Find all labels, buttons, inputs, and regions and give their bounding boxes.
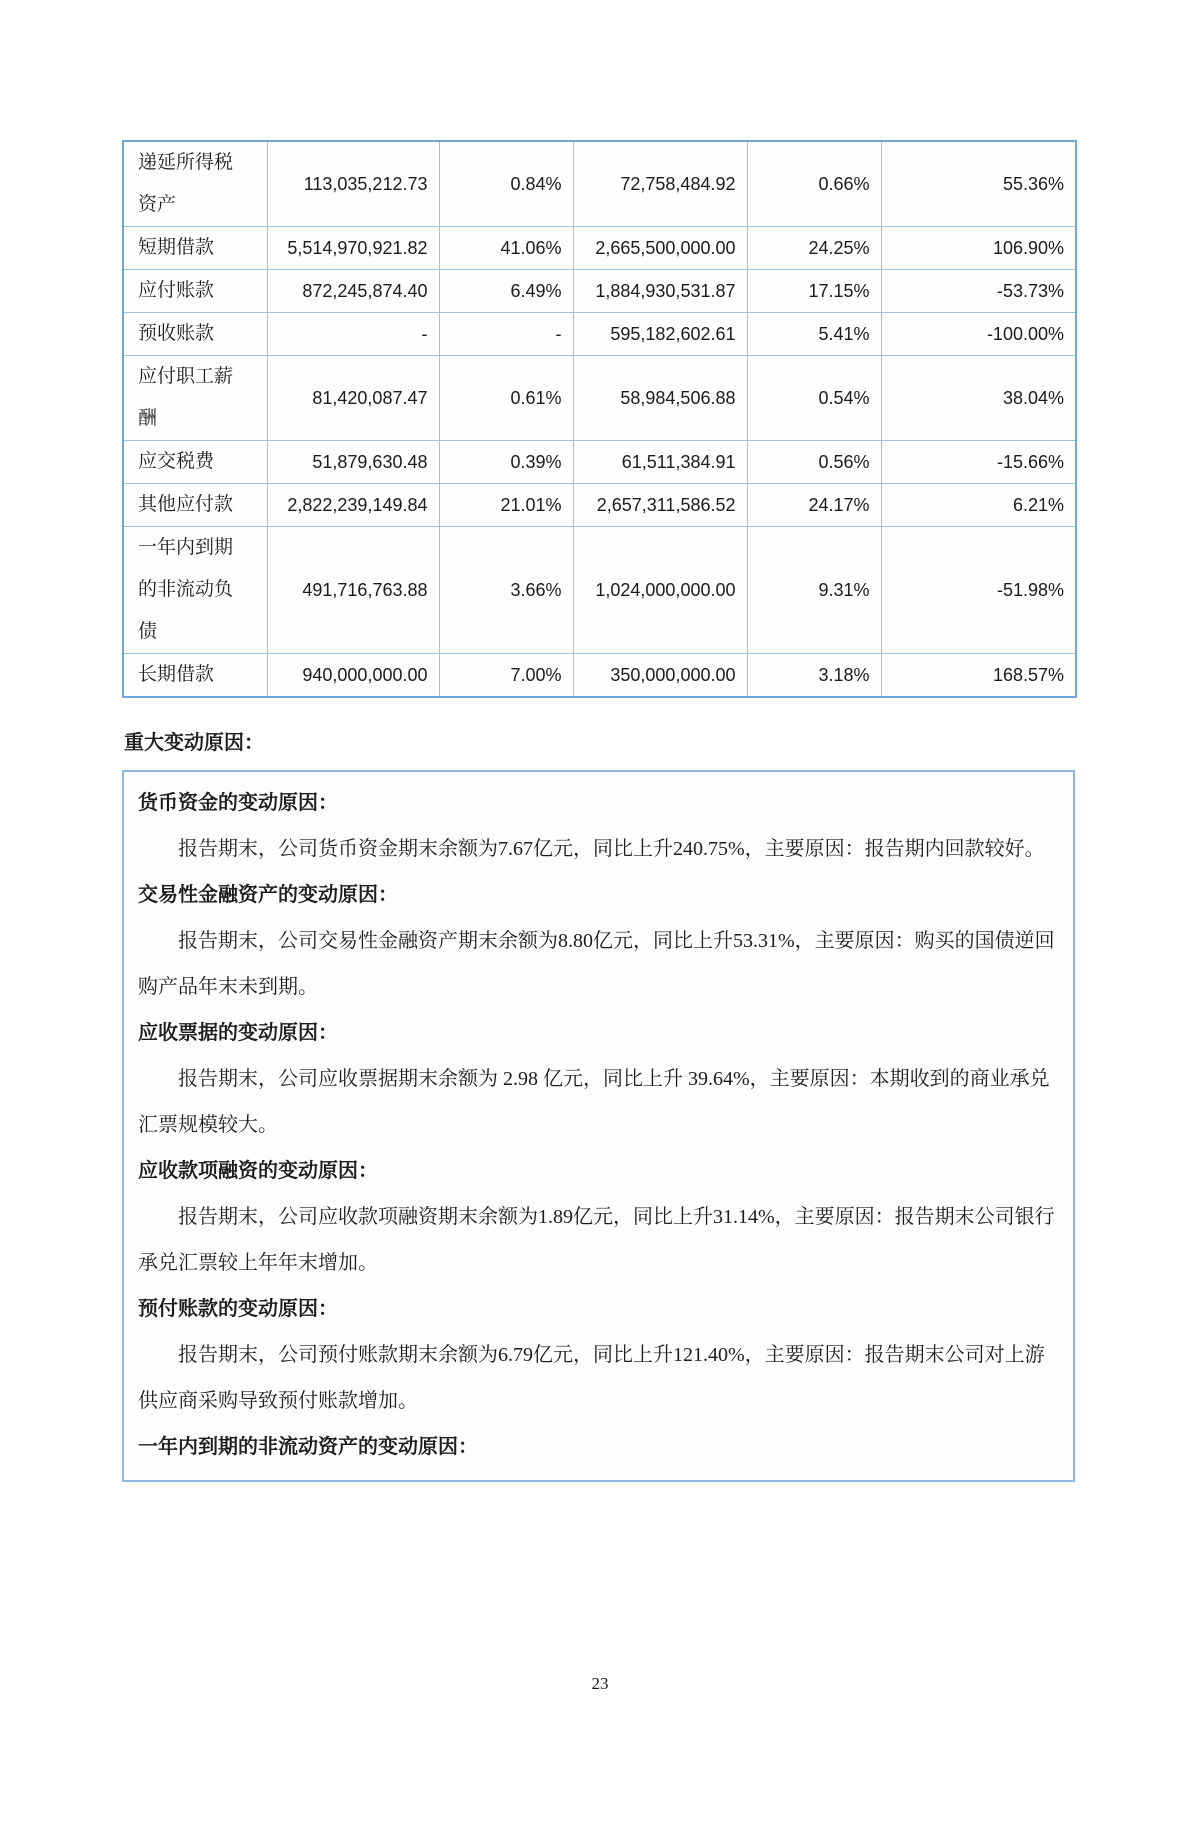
row-value: 6.21% bbox=[881, 484, 1076, 527]
row-value: 61,511,384.91 bbox=[573, 441, 747, 484]
row-value: 113,035,212.73 bbox=[267, 141, 439, 227]
row-value: 21.01% bbox=[439, 484, 573, 527]
row-label: 预收账款 bbox=[123, 313, 267, 356]
reason-title: 应收款项融资的变动原因： bbox=[138, 1160, 378, 1182]
table-row bbox=[123, 313, 1076, 356]
row-value: 0.56% bbox=[747, 441, 881, 484]
major-change-reasons-heading: 重大变动原因： bbox=[124, 732, 264, 754]
report-page bbox=[0, 140, 1200, 1836]
row-label: 短期借款 bbox=[123, 227, 267, 270]
row-value: 872,245,874.40 bbox=[267, 270, 439, 313]
row-value: 0.61% bbox=[439, 356, 573, 441]
row-label: 其他应付款 bbox=[123, 484, 267, 527]
row-value: 3.18% bbox=[747, 654, 881, 698]
row-value: -15.66% bbox=[881, 441, 1076, 484]
page-number: 23 bbox=[591, 1674, 609, 1693]
row-value: 940,000,000.00 bbox=[267, 654, 439, 698]
reason-title: 货币资金的变动原因： bbox=[138, 792, 338, 814]
row-value: 0.66% bbox=[747, 141, 881, 227]
row-value: 0.84% bbox=[439, 141, 573, 227]
row-value: 1,884,930,531.87 bbox=[573, 270, 747, 313]
table-row bbox=[123, 270, 1076, 313]
table-row bbox=[123, 527, 1076, 654]
table-row bbox=[123, 227, 1076, 270]
table-row bbox=[123, 141, 1076, 227]
row-value: -51.98% bbox=[881, 527, 1076, 654]
row-value: 0.54% bbox=[747, 356, 881, 441]
financial-changes-table bbox=[122, 140, 1077, 698]
row-value: 58,984,506.88 bbox=[573, 356, 747, 441]
reason-paragraph: 报告期末，公司应收款项融资期末余额为1.89亿元，同比上升31.14%，主要原因：报告期末公司银行承兑汇票较上年年末增加。 bbox=[138, 1206, 1055, 1274]
row-value: 38.04% bbox=[881, 356, 1076, 441]
reason-paragraph: 报告期末，公司应收票据期末余额为 2.98 亿元，同比上升 39.64%，主要原因：本期收到的商业承兑汇票规模较大。 bbox=[138, 1068, 1050, 1136]
financial-table-body bbox=[123, 141, 1076, 697]
row-value: 0.39% bbox=[439, 441, 573, 484]
row-value: 168.57% bbox=[881, 654, 1076, 698]
row-value: 24.25% bbox=[747, 227, 881, 270]
reason-paragraph: 报告期末，公司货币资金期末余额为7.67亿元，同比上升240.75%，主要原因：报告期内回款较好。 bbox=[178, 838, 1045, 860]
row-value: 55.36% bbox=[881, 141, 1076, 227]
table-row bbox=[123, 356, 1076, 441]
row-value: 491,716,763.88 bbox=[267, 527, 439, 654]
page-content bbox=[122, 140, 1075, 1482]
row-value: 2,657,311,586.52 bbox=[573, 484, 747, 527]
row-value: 9.31% bbox=[747, 527, 881, 654]
row-label: 长期借款 bbox=[123, 654, 267, 698]
row-label: 应交税费 bbox=[123, 441, 267, 484]
row-value: 595,182,602.61 bbox=[573, 313, 747, 356]
row-value: 5,514,970,921.82 bbox=[267, 227, 439, 270]
row-value: 17.15% bbox=[747, 270, 881, 313]
row-value: 41.06% bbox=[439, 227, 573, 270]
row-value: -100.00% bbox=[881, 313, 1076, 356]
reason-title: 一年内到期的非流动资产的变动原因： bbox=[138, 1436, 478, 1458]
reason-title: 交易性金融资产的变动原因： bbox=[138, 884, 398, 906]
row-value: 1,024,000,000.00 bbox=[573, 527, 747, 654]
row-value: 51,879,630.48 bbox=[267, 441, 439, 484]
row-value: 350,000,000.00 bbox=[573, 654, 747, 698]
row-label: 递延所得税资产 bbox=[123, 141, 267, 227]
reasons-box bbox=[122, 770, 1075, 1482]
reason-title: 应收票据的变动原因： bbox=[138, 1022, 338, 1044]
row-value: 3.66% bbox=[439, 527, 573, 654]
row-value: 81,420,087.47 bbox=[267, 356, 439, 441]
row-value: - bbox=[267, 313, 439, 356]
row-value: - bbox=[439, 313, 573, 356]
row-value: 5.41% bbox=[747, 313, 881, 356]
row-value: 24.17% bbox=[747, 484, 881, 527]
row-value: 72,758,484.92 bbox=[573, 141, 747, 227]
row-label: 应付职工薪酬 bbox=[123, 356, 267, 441]
reason-paragraph: 报告期末，公司交易性金融资产期末余额为8.80亿元，同比上升53.31%，主要原因：购买的国债逆回购产品年末未到期。 bbox=[138, 930, 1055, 998]
reason-paragraph: 报告期末，公司预付账款期末余额为6.79亿元，同比上升121.40%，主要原因：报告期末公司对上游供应商采购导致预付账款增加。 bbox=[138, 1344, 1045, 1412]
row-value: 106.90% bbox=[881, 227, 1076, 270]
row-value: 2,822,239,149.84 bbox=[267, 484, 439, 527]
row-value: 2,665,500,000.00 bbox=[573, 227, 747, 270]
table-row bbox=[123, 484, 1076, 527]
row-value: 7.00% bbox=[439, 654, 573, 698]
table-row bbox=[123, 441, 1076, 484]
row-label: 一年内到期的非流动负债 bbox=[123, 527, 267, 654]
reason-title: 预付账款的变动原因： bbox=[138, 1298, 338, 1320]
table-row bbox=[123, 654, 1076, 698]
row-value: 6.49% bbox=[439, 270, 573, 313]
row-value: -53.73% bbox=[881, 270, 1076, 313]
row-label: 应付账款 bbox=[123, 270, 267, 313]
